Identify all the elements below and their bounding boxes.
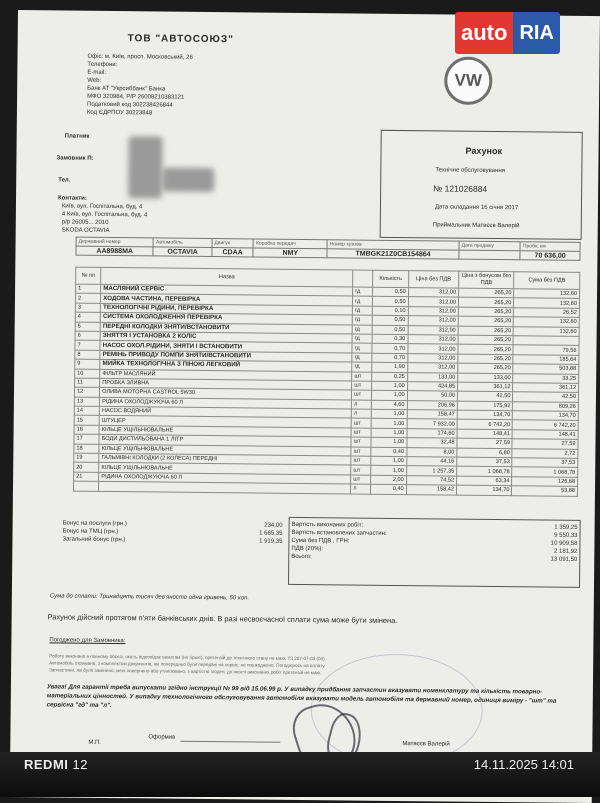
row-sum: 809,26 — [513, 401, 579, 411]
total-value: 1 359,25 — [554, 524, 578, 531]
row-sum: 132,60 — [514, 317, 580, 327]
row-sum: 132,60 — [514, 326, 580, 336]
row-qty: 1,00 — [371, 456, 406, 466]
row-unit: гд — [352, 362, 372, 372]
row-number: 7 — [75, 340, 100, 350]
row-qty: 0,50 — [372, 325, 407, 335]
warning-note: Увага! Для гарантії треба випускати згідно інструкції № 99 від 15.06.99 р. У випадку придбання запчастин вказувати номенклатуру та кількість товарно-матеріальних цінностей. У випадку технологічного обслуговування автомобіля вказувати модель автомобіля та державний номер, одиниця виміру - "шт" та сервісна "гд" та "л". — [46, 683, 557, 710]
vehicle-header: Номер кузова — [327, 240, 459, 250]
row-name: НАСОС ВОДЯНИЙ — [99, 406, 351, 418]
row-bonus-price: 37,53 — [457, 457, 513, 467]
total-label: Вартість встановлених запчастин: — [291, 529, 387, 537]
row-sum: 53,88 — [512, 486, 578, 496]
row-bonus-price: 361,12 — [458, 382, 514, 392]
auto-text: auto — [455, 12, 513, 54]
row-bonus-price: 6 742,20 — [457, 420, 513, 430]
row-sum: 33,25 — [513, 373, 579, 383]
row-bonus-price: 134,70 — [457, 410, 513, 420]
row-bonus-price: 133,00 — [458, 373, 514, 383]
row-qty: 2,00 — [371, 475, 406, 485]
vehicle-value: NMY — [253, 248, 327, 258]
invoice-title: Рахунок — [465, 145, 503, 157]
row-qty: 0,30 — [372, 334, 407, 344]
row-qty: 1,00 — [371, 428, 406, 438]
row-unit: шт — [351, 456, 371, 466]
row-qty: 0,40 — [371, 484, 406, 494]
address-line: E-mail: — [87, 69, 107, 76]
row-bonus-price: 265,20 — [458, 363, 514, 373]
row-number: 21 — [74, 472, 99, 482]
vehicle-header: Пробіг, км — [520, 242, 580, 252]
row-unit: гд — [352, 343, 372, 353]
row-qty: 0,25 — [372, 372, 407, 382]
row-unit: л — [351, 409, 371, 419]
vehicle-value: AA8988MA — [76, 246, 154, 256]
total-label: Сума без ПДВ , ГРН: — [291, 537, 350, 545]
row-bonus-price: 265,20 — [458, 316, 514, 326]
redacted-block — [162, 168, 214, 193]
bonus-value: 234,00 — [264, 522, 283, 529]
row-bonus-price: 265,20 — [458, 354, 514, 364]
row-qty: 1,00 — [371, 437, 406, 447]
row-bonus-price: 265,20 — [458, 326, 514, 336]
invoice-date: Дата складання 16 січня 2017 — [434, 204, 519, 212]
row-price: 312,00 — [408, 316, 458, 326]
bonus-value: 1 685,35 — [259, 530, 283, 537]
row-number: 19 — [74, 453, 99, 463]
row-bonus-price: 27,59 — [457, 438, 513, 448]
address-line: Телефони: — [87, 61, 118, 69]
bonus-label: Бонус на ТМЦ (грн.) — [62, 528, 119, 536]
vehicle-value: OCTAVIA — [153, 247, 212, 257]
row-bonus-price: 1 068,78 — [457, 467, 513, 477]
row-unit: гд — [352, 325, 372, 335]
row-sum: 1 068,78 — [512, 467, 578, 477]
row-price: 32,48 — [407, 438, 457, 448]
table-header — [353, 270, 373, 287]
row-sum: 132,60 — [514, 298, 580, 308]
row-sum: 148,41 — [512, 430, 578, 440]
row-qty: 0,50 — [373, 287, 408, 297]
items-table — [73, 267, 580, 497]
phone-label: Тел. — [58, 177, 71, 184]
row-number: 2 — [75, 294, 100, 304]
invoice-subtitle: Технічне обслуговування — [435, 167, 505, 175]
row-sum: 134,70 — [513, 411, 579, 421]
row-number: 17 — [74, 434, 99, 444]
row-name: КІЛЬЦЕ УЩІЛЬНЮВАЛЬНЕ — [99, 463, 351, 475]
row-number: 3 — [75, 303, 100, 313]
vehicle-header: Державний номер — [76, 237, 154, 247]
table-header: Кількість — [373, 270, 408, 287]
validity-note: Рахунок дійсний протягом п'яти банківських днів. В разі несвоєчасної сплати сума може бути змінена. — [47, 612, 398, 626]
row-unit: гд — [353, 306, 373, 316]
row-name: ТЕХНОЛОГІЧНІ РІДИНИ, ПЕРЕВІРКА — [101, 303, 353, 315]
row-name: ОЛИВА МОТОРНА CASTROL 5W30 — [100, 388, 352, 400]
row-bonus-price: 265,20 — [458, 335, 514, 345]
row-bonus-price: 175,92 — [457, 401, 513, 411]
row-number: 10 — [75, 369, 100, 379]
row-bonus-price: 148,41 — [457, 429, 513, 439]
row-price: 312,00 — [408, 288, 458, 298]
row-sum: 6 742,20 — [513, 420, 579, 430]
row-qty: 1,00 — [372, 391, 407, 401]
row-unit: шт — [351, 465, 371, 475]
row-sum: 361,12 — [513, 383, 579, 393]
row-qty: 0,70 — [372, 353, 407, 363]
row-price: 312,00 — [407, 363, 457, 373]
bonus-block — [62, 519, 282, 545]
row-unit: шт — [352, 381, 372, 391]
row-name: КІЛЬЦЕ УЩІЛЬНЮВАЛЬНЕ — [99, 425, 351, 437]
row-qty: 1,00 — [371, 466, 406, 476]
address-line: МФО 320984, Р/Р 26008210383121 — [87, 93, 185, 101]
row-name: МИЙКА ТЕХНОЛОГІЧНА З ПІНОЮ ЛЕГКОВИЙ — [100, 360, 352, 372]
row-price: 44,16 — [406, 457, 456, 467]
row-unit: гд — [352, 334, 372, 344]
row-unit: гд — [352, 353, 372, 363]
company-name: ТОВ "АВТОСОЮЗ" — [127, 33, 234, 46]
row-unit: шт — [351, 428, 371, 438]
invoice-box — [380, 130, 583, 240]
row-number: 9 — [75, 359, 100, 369]
customer-label: Замовник П: — [56, 155, 94, 162]
row-qty: 1,90 — [372, 362, 407, 372]
row-price: 50,00 — [407, 391, 457, 401]
table-header: Ціна без ПДВ — [408, 271, 459, 289]
row-number: 12 — [74, 387, 99, 397]
row-price: 158,42 — [406, 485, 456, 495]
row-qty: 1,00 — [372, 419, 407, 429]
table-header: Назва — [101, 267, 353, 287]
fine-print-line: Роботу виконано в повному обсязі, якість відповідає вимогам (не гірше), претензій до технічного стану не маю, ТЗ 207-07-03 (04). — [49, 653, 326, 662]
row-name: БОДИ ДИСТИЛЬОВАНА 1 ЛІТР — [99, 435, 351, 447]
row-sum: 27,59 — [512, 439, 578, 449]
row-bonus-price: 42,50 — [457, 391, 513, 401]
row-qty: 1,00 — [372, 381, 407, 391]
row-unit: л — [351, 484, 371, 494]
row-number: 8 — [75, 350, 100, 360]
row-bonus-price: 265,20 — [459, 288, 515, 298]
payer-line: SKODA OCTAVIA — [61, 227, 110, 234]
row-number: 18 — [74, 444, 99, 454]
fine-print — [49, 652, 326, 676]
row-name: НАСОС ОХОЛ.РІДИНИ, ЗНЯТИ І ВСТАНОВИТИ — [100, 341, 352, 353]
row-price: 8,00 — [406, 447, 456, 457]
row-unit: гд — [353, 287, 373, 297]
row-price: 74,52 — [406, 475, 456, 485]
payer-label: Платник — [64, 133, 90, 140]
row-sum: 185,64 — [513, 354, 579, 364]
address-line: Офіс: м. Київ, просп. Московський, 26 — [87, 53, 193, 61]
row-unit: л — [352, 400, 372, 410]
invoice-number: № 121026884 — [433, 183, 488, 194]
row-number: 1 — [76, 284, 101, 294]
company-address — [87, 53, 193, 118]
row-sum: 132,60 — [514, 289, 580, 299]
row-price: 312,00 — [408, 325, 458, 335]
row-price: 312,00 — [408, 297, 458, 307]
payer-line: Київ, вул. Госпітальна, буд. 4 — [61, 203, 143, 211]
total-label: Вартість виконаних робіт: — [291, 521, 364, 529]
row-qty: 0,40 — [371, 447, 406, 457]
row-price: 1 257,35 — [406, 466, 456, 476]
bonus-value: 1 919,35 — [259, 538, 283, 545]
vehicle-value — [459, 250, 520, 260]
row-qty: 0,70 — [372, 344, 407, 354]
row-name: ШТУЦЕР — [99, 416, 351, 428]
row-price: 158,47 — [407, 410, 457, 420]
row-qty: 0,50 — [373, 297, 408, 307]
vw-logo-icon: VW — [444, 56, 493, 105]
row-number: 5 — [75, 322, 100, 332]
bonus-line — [62, 535, 282, 545]
vehicle-header: Коробка передач — [253, 239, 327, 249]
row-bonus-price: 63,34 — [457, 476, 513, 486]
address-line: Код ЄДРПОУ 30223848 — [86, 109, 153, 117]
row-sum: 26,52 — [514, 307, 580, 317]
ria-text: RIA — [513, 12, 559, 54]
autoria-watermark — [455, 12, 560, 54]
row-price: 174,60 — [407, 428, 457, 438]
table-header: № пп — [76, 267, 101, 284]
row-name: ПЕРЕДНІ КОЛОДКИ ЗНЯТИ/ВСТАНОВИТИ — [100, 322, 352, 334]
row-sum: 2,72 — [512, 448, 578, 458]
row-price: 312,00 — [407, 353, 457, 363]
row-qty: 0,10 — [373, 306, 408, 316]
address-line: Web: — [87, 77, 102, 84]
row-price: 312,00 — [408, 306, 458, 316]
table-header: Сума без ПДВ — [514, 272, 580, 290]
row-name: ПРОБКА ЗЛИВНА — [100, 378, 352, 390]
row-name: МАСЛЯНИЙ СЕРВІС — [101, 284, 353, 296]
payer-line: 4 Київ, вул. Госпітальна, буд. 4 — [61, 211, 148, 219]
payer-details — [62, 202, 148, 235]
payer-line: р/р 26005... 2010 — [61, 219, 109, 226]
row-bonus-price: 265,20 — [458, 307, 514, 317]
row-name: ФІЛЬТР МАСЛЯНИЙ — [100, 369, 352, 381]
row-name — [99, 482, 351, 494]
row-unit: гд — [353, 296, 373, 306]
row-name: РІДИНА ОХОЛОДЖУЮЧА 60 Л — [100, 397, 352, 409]
row-number: 16 — [74, 425, 99, 435]
bonus-label: Загальний бонус (грн.) — [62, 536, 126, 544]
sum-in-words: Сума до сплати: Тринадцять тисяч дев'яносто одна гривень, 50 коп. — [49, 593, 250, 602]
total-value: 2 181,92 — [553, 548, 578, 555]
row-name: ГАЛЬМІВНІ КОЛОДКИ (2 КОЛЕСА) ПЕРЕДНІ — [99, 453, 351, 465]
row-number: 15 — [74, 416, 99, 426]
row-name: РЕМІНЬ ПРИВОДУ ПОМПИ ЗНЯТИ/ВСТАНОВИТИ — [100, 350, 352, 362]
row-unit: гд — [352, 315, 372, 325]
row-number: 13 — [74, 397, 99, 407]
row-number: 4 — [75, 312, 100, 322]
row-sum: 37,53 — [512, 458, 578, 468]
vehicle-header: Автомобіль — [153, 238, 212, 248]
row-number: 11 — [75, 378, 100, 388]
totals-box — [288, 517, 581, 588]
row-price: 312,00 — [408, 335, 458, 345]
vehicle-header: Дата продажу — [459, 241, 520, 251]
row-qty: 1,00 — [372, 409, 407, 419]
row-name: ХОДОВА ЧАСТИНА, ПЕРЕВІРКА — [101, 294, 353, 306]
row-bonus-price: 265,20 — [458, 298, 514, 308]
bonus-label: Бонус на послуги (грн.) — [62, 520, 127, 528]
row-unit: шт — [352, 372, 372, 382]
row-number: 14 — [74, 406, 99, 416]
row-price: 312,00 — [408, 344, 458, 354]
fine-print-line: Запчастини, які було замінено, мені повернено або утилізовано, з вартістю згоден, до якості виконаних робіт претензій не маю. — [49, 667, 322, 676]
row-bonus-price: 134,70 — [456, 485, 512, 495]
vehicle-value: TMBGK21Z0CB154864 — [327, 249, 459, 259]
total-value: 13 091,50 — [550, 556, 578, 563]
row-sum: 42,50 — [513, 392, 579, 402]
row-price: 206,96 — [407, 400, 457, 410]
customer-approval: Погоджено для Замовника: — [49, 637, 126, 645]
total-label: ПДВ (20%): — [291, 545, 324, 553]
contact-label: Контакти: — [57, 195, 87, 202]
row-bonus-price: 265,20 — [458, 344, 514, 354]
phone-brand: REDMI 12 — [24, 757, 88, 772]
row-name: ЗНЯТТЯ І УСТАНОВКА 2 КОЛІС — [100, 331, 352, 343]
row-name: РІДИНА ОХОЛОДЖУЮЧА 60 Л — [99, 472, 351, 484]
vehicle-value: 70 636,00 — [520, 251, 580, 261]
row-unit: шт — [352, 390, 372, 400]
row-unit: шт — [351, 437, 371, 447]
row-qty: 4,60 — [372, 400, 407, 410]
row-name: КІЛЬЦЕ УЩІЛЬНЮВАЛЬНЕ — [99, 444, 351, 456]
fine-print-line: Автомобіль отримано, з комплектом документів, які попередньо були передані на сервіс, не пошкоджено. Погоджуюсь на оплату. — [49, 660, 326, 669]
redacted-block — [128, 136, 163, 198]
row-number — [73, 481, 98, 491]
vehicle-value: CDAA — [212, 248, 254, 257]
total-label: Всього: — [291, 553, 312, 561]
address-line: Банк АТ "Укрсиббанк" Банка — [87, 85, 166, 93]
invoice-receiver: Приймальник Матвєєв Валерій — [432, 222, 520, 230]
sign-name: Матвєєв Валерій — [402, 741, 450, 748]
row-unit: шт — [351, 475, 371, 485]
vehicle-header: Двигун — [212, 239, 254, 248]
row-unit: шт — [351, 447, 371, 457]
row-name: СИСТЕМА ОХОЛОДЖЕННЯ ПЕРЕВІРКА — [100, 313, 352, 325]
address-line: Податковий код 302238426844 — [86, 101, 173, 109]
row-qty: 0,50 — [373, 315, 408, 325]
row-price: 7 932,00 — [407, 419, 457, 429]
row-price: 133,00 — [407, 372, 457, 382]
row-bonus-price: 6,80 — [457, 448, 513, 458]
total-row — [289, 553, 579, 564]
row-number: 6 — [75, 331, 100, 341]
row-sum: 503,88 — [513, 364, 579, 374]
invoice-paper — [10, 10, 600, 803]
row-sum: 79,56 — [513, 345, 579, 355]
photo-timestamp: 14.11.2025 14:01 — [473, 757, 574, 772]
row-price: 424,85 — [407, 382, 457, 392]
stamp-label: М.П. — [88, 739, 102, 746]
row-number: 20 — [74, 463, 99, 473]
vehicle-table — [75, 237, 580, 261]
total-value: 9 550,33 — [554, 532, 578, 539]
row-sum: 126,68 — [512, 477, 578, 487]
sign-line — [180, 741, 280, 743]
table-header: Ціна з бонусом без ПДВ — [459, 271, 515, 289]
row-unit: шт — [351, 418, 371, 428]
total-value: 10 909,58 — [550, 540, 578, 547]
sign-label: Оформив — [148, 734, 176, 741]
